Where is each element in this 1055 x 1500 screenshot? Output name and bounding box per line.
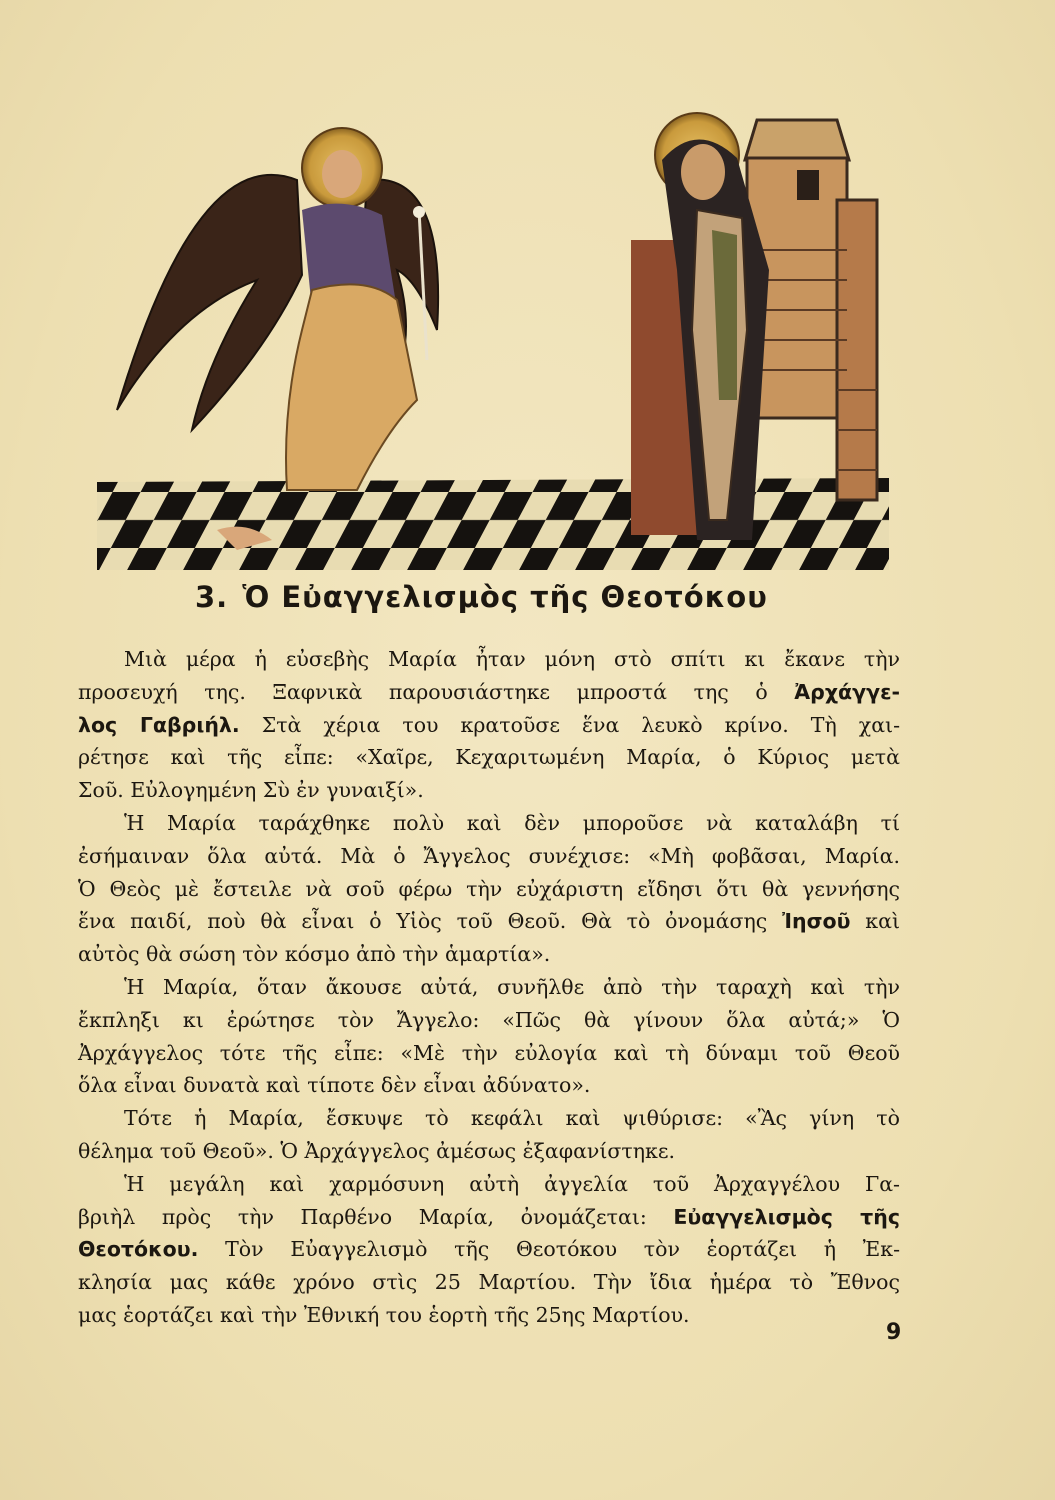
text-run: Ὁ Θεὸς μὲ ἔστειλε νὰ σοῦ φέρω τὴν εὐχάριστη εἴδησι ὅτι θὰ γεννήσης (78, 876, 900, 901)
bold-term: Εὐαγγελισμὸς τῆς (673, 1204, 900, 1229)
paragraph-line (78, 1233, 900, 1266)
paragraph-line (78, 840, 900, 873)
paragraph-line (78, 1201, 900, 1234)
text-run: Ἡ Μαρία ταράχθηκε πολὺ καὶ δὲν μποροῦσε νὰ καταλάβη τί (124, 810, 900, 835)
paragraph-line (78, 1135, 900, 1168)
paragraph-line (78, 741, 900, 774)
text-run: ὅλα εἶναι δυνατὰ καὶ τίποτε δὲν εἶναι ἀδύνατο». (78, 1073, 591, 1098)
paragraph-line (78, 1037, 900, 1070)
paragraph-line (78, 1069, 900, 1102)
paragraph-line (78, 938, 900, 971)
text-run: Ἀρχάγγελος τότε τῆς εἶπε: «Μὲ τὴν εὐλογία καὶ τὴ δύναμι τοῦ Θεοῦ (78, 1040, 900, 1065)
bold-term: Ἀρχάγγε- (794, 679, 900, 704)
section-title (195, 580, 855, 614)
body-text (78, 643, 900, 1332)
text-run: Τὸν Εὐαγγελισμὸ τῆς Θεοτόκου τὸν ἑορτάζει ἡ Ἐκ- (198, 1237, 900, 1262)
text-run: Σοῦ. Εὐλογημένη Σὺ ἐν γυναιξί». (78, 778, 424, 803)
bold-term: Ἰησοῦ (782, 909, 851, 934)
page-number: 9 (886, 1320, 902, 1345)
text-run: Στὰ χέρια του κρατοῦσε ἕνα λευκὸ κρίνο. Τὴ χαι- (239, 712, 901, 737)
text-run: βριὴλ πρὸς τὴν Παρθένο Μαρία, ὀνομάζεται: (78, 1204, 674, 1229)
paragraph-line (78, 1266, 900, 1299)
paragraph-line (78, 1168, 900, 1201)
paragraph-line (78, 1102, 900, 1135)
annunciation-illustration (97, 100, 889, 575)
paragraph-line (78, 873, 900, 906)
bold-term: Θεοτόκου. (78, 1237, 199, 1262)
paragraph-line (78, 1299, 900, 1332)
paragraph-line (78, 971, 900, 1004)
text-run: προσευχή της. Ξαφνικὰ παρουσιάστηκε μπροστά της ὁ (78, 679, 795, 704)
paragraph-line (78, 643, 900, 676)
text-run: Τότε ἡ Μαρία, ἔσκυψε τὸ κεφάλι καὶ ψιθύρισε: «Ἂς γίνη τὸ (124, 1106, 900, 1131)
text-run: μας ἑορτάζει καὶ τὴν Ἐθνική του ἑορτὴ τῆς 25ης Μαρτίου. (78, 1302, 690, 1327)
text-run: κλησία μας κάθε χρόνο στὶς 25 Μαρτίου. Τὴν ἴδια ἡμέρα τὸ Ἔθνος (78, 1270, 900, 1295)
section-number: 3. (195, 580, 229, 614)
text-run: ἕνα παιδί, ποὺ θὰ εἶναι ὁ Υἱὸς τοῦ Θεοῦ. Θὰ τὸ ὀνομάσης (78, 909, 783, 934)
text-run: ρέτησε καὶ τῆς εἶπε: «Χαῖρε, Κεχαριτωμένη Μαρία, ὁ Κύριος μετὰ (78, 745, 900, 770)
section-title-text: Ὁ Εὐαγγελισμὸς τῆς Θεοτόκου (242, 580, 768, 614)
text-run: Ἡ μεγάλη καὶ χαρμόσυνη αὐτὴ ἀγγελία τοῦ Ἀρχαγγέλου Γα- (124, 1171, 900, 1196)
checkered-floor (97, 478, 889, 570)
text-run: αὐτὸς θὰ σώση τὸν κόσμο ἀπὸ τὴν ἁμαρτία». (78, 942, 551, 967)
paragraph-line (78, 807, 900, 840)
text-run: καὶ (850, 909, 900, 934)
bold-term: λος Γαβριήλ. (78, 712, 240, 737)
paragraph-line (78, 774, 900, 807)
paragraph-line (78, 905, 900, 938)
text-run: Μιὰ μέρα ἡ εὐσεβὴς Μαρία ἦταν μόνη στὸ σπίτι κι ἔκανε τὴν (124, 647, 900, 671)
text-run: ἐσήμαιναν ὅλα αὐτά. Μὰ ὁ Ἄγγελος συνέχισε: «Μὴ φοβᾶσαι, Μαρία. (78, 843, 900, 868)
text-run: θέλημα τοῦ Θεοῦ». Ὁ Ἀρχάγγελος ἀμέσως ἐξαφανίστηκε. (78, 1138, 675, 1163)
paragraph-line (78, 709, 900, 742)
text-run: ἔκπληξι κι ἐρώτησε τὸν Ἄγγελο: «Πῶς θὰ γίνουν ὅλα αὐτά;» Ὁ (78, 1007, 900, 1032)
paragraph-line (78, 676, 900, 709)
text-run: Ἡ Μαρία, ὅταν ἄκουσε αὐτά, συνῆλθε ἀπὸ τὴν ταραχὴ καὶ τὴν (124, 974, 900, 999)
paragraph-line (78, 1004, 900, 1037)
